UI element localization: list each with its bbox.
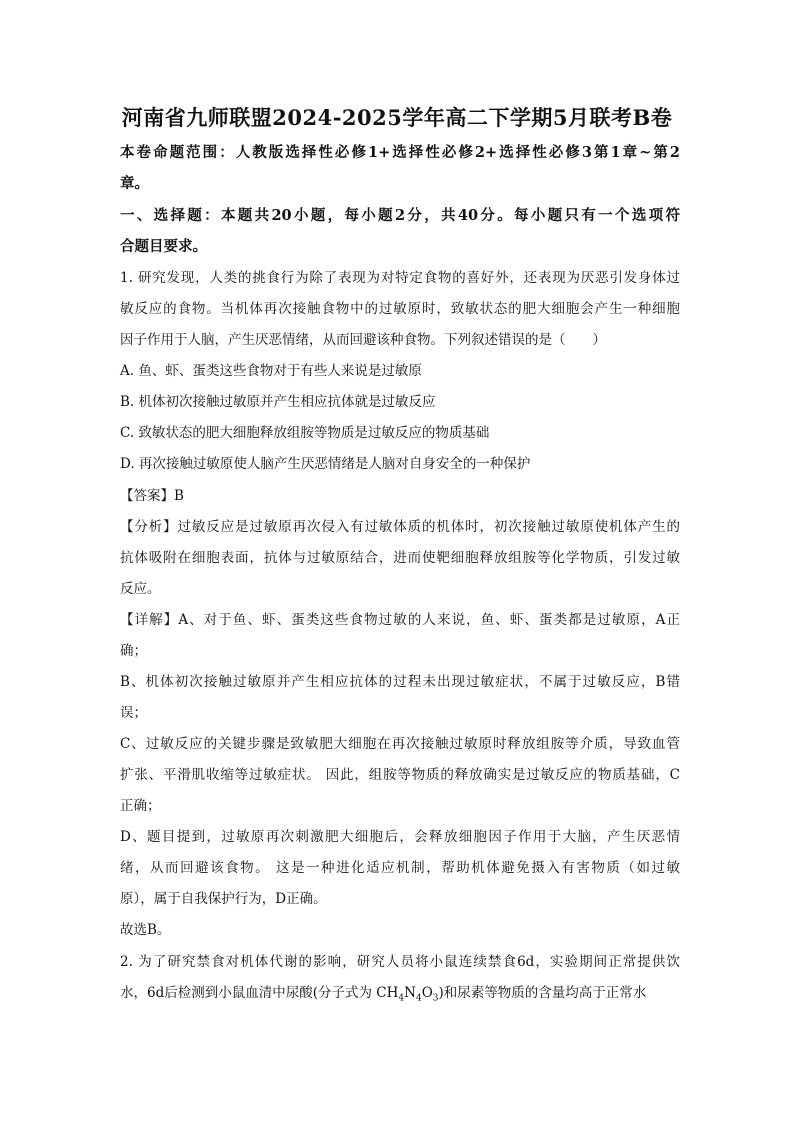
stem-text: O [421, 985, 433, 1001]
section-line: 一、选择题：本题共20小题，每小题2分，共40分。每小题只有一个选项符 [120, 207, 680, 224]
detail [120, 605, 680, 946]
stem-text: )和尿素等物质的含量均高于正常水 [438, 985, 647, 1001]
detail-line: 确； [120, 643, 147, 659]
analysis-line: 反应。 [120, 581, 161, 597]
detail-line: D、题目提到，过敏原再次刺激肥大细胞后，会释放细胞因子作用于大脑，产生厌恶情 [120, 829, 680, 845]
stem-text: 水，6d后检测到小鼠血清中尿酸(分子式为 CH [120, 985, 399, 1001]
page-title: 河南省九师联盟2024-2025学年高二下学期5月联考B卷 [121, 105, 673, 130]
detail-line: 扩张、平滑肌收缩等过敏症状。 因此，组胺等物质的释放确实是过敏反应的物质基础，C [120, 767, 680, 783]
stem-text: N [404, 985, 416, 1001]
analysis-line: 【分析】过敏反应是过敏原再次侵入有过敏体质的机体时，初次接触过敏原使机体产生的 [120, 519, 680, 535]
subscript: 4 [415, 993, 422, 1004]
scope-line: 章。 [120, 175, 149, 192]
analysis-line: 抗体吸附在细胞表面，抗体与过敏原结合，进而使靶细胞释放组胺等化学物质，引发过敏 [120, 550, 680, 566]
analysis [120, 512, 680, 605]
option-d: D. 再次接触过敏原使人脑产生厌恶情绪是人脑对自身安全的一种保护 [120, 456, 531, 472]
detail-line: 【详解】A、对于鱼、虾、蛋类这些食物过敏的人来说，鱼、虾、蛋类都是过敏原，A正 [120, 612, 680, 628]
stem-line: 因子作用于人脑，产生厌恶情绪，从而回避该种食物。下列叙述错误的是（ ） [120, 332, 606, 348]
stem-line: 敏反应的食物。当机体再次接触食物中的过敏原时，致敏状态的肥大细胞会产生一种细胞 [120, 301, 680, 317]
section-heading [120, 200, 680, 262]
section-line: 合题目要求。 [120, 238, 207, 255]
detail-line: 故选B。 [120, 922, 171, 938]
scope-paragraph [120, 137, 680, 199]
detail-line: 绪，从而回避该食物。 这是一种进化适应机制，帮助机体避免摄入有害物质（如过敏 [120, 860, 680, 876]
detail-line: 原），属于自我保护行为，D正确。 [120, 891, 327, 907]
scope-line: 本卷命题范围：人教版选择性必修1+选择性必修2+选择性必修3第1章~第2 [120, 144, 680, 161]
stem-line [120, 978, 680, 1009]
option-b: B. 机体初次接触过敏原并产生相应抗体就是过敏反应 [120, 394, 436, 410]
subscript: 4 [398, 993, 405, 1004]
detail-line: B、机体初次接触过敏原并产生相应抗体的过程未出现过敏症状，不属于过敏反应，B错 [120, 674, 680, 690]
question-1-options [120, 356, 680, 480]
subscript: 3 [432, 993, 439, 1004]
option-a: A. 鱼、虾、蛋类这些食物对于有些人来说是过敏原 [120, 363, 422, 379]
answer [120, 481, 680, 512]
option-c: C. 致敏状态的肥大细胞释放组胺等物质是过敏反应的物质基础 [120, 425, 490, 441]
question-2-stem [120, 947, 680, 1009]
stem-line: 2. 为了研究禁食对机体代谢的影响，研究人员将小鼠连续禁食6d，实验期间正常提供饮 [120, 954, 680, 970]
detail-line: 误； [120, 705, 147, 721]
answer-line: 【答案】B [120, 488, 184, 504]
detail-line: C、过敏反应的关键步骤是致敏肥大细胞在再次接触过敏原时释放组胺等介质，导致血管 [120, 736, 680, 752]
question-1-stem [120, 263, 680, 356]
detail-line: 正确； [120, 798, 161, 814]
stem-line: 1. 研究发现，人类的挑食行为除了表现为对特定食物的喜好外，还表现为厌恶引发身体过 [120, 270, 680, 286]
